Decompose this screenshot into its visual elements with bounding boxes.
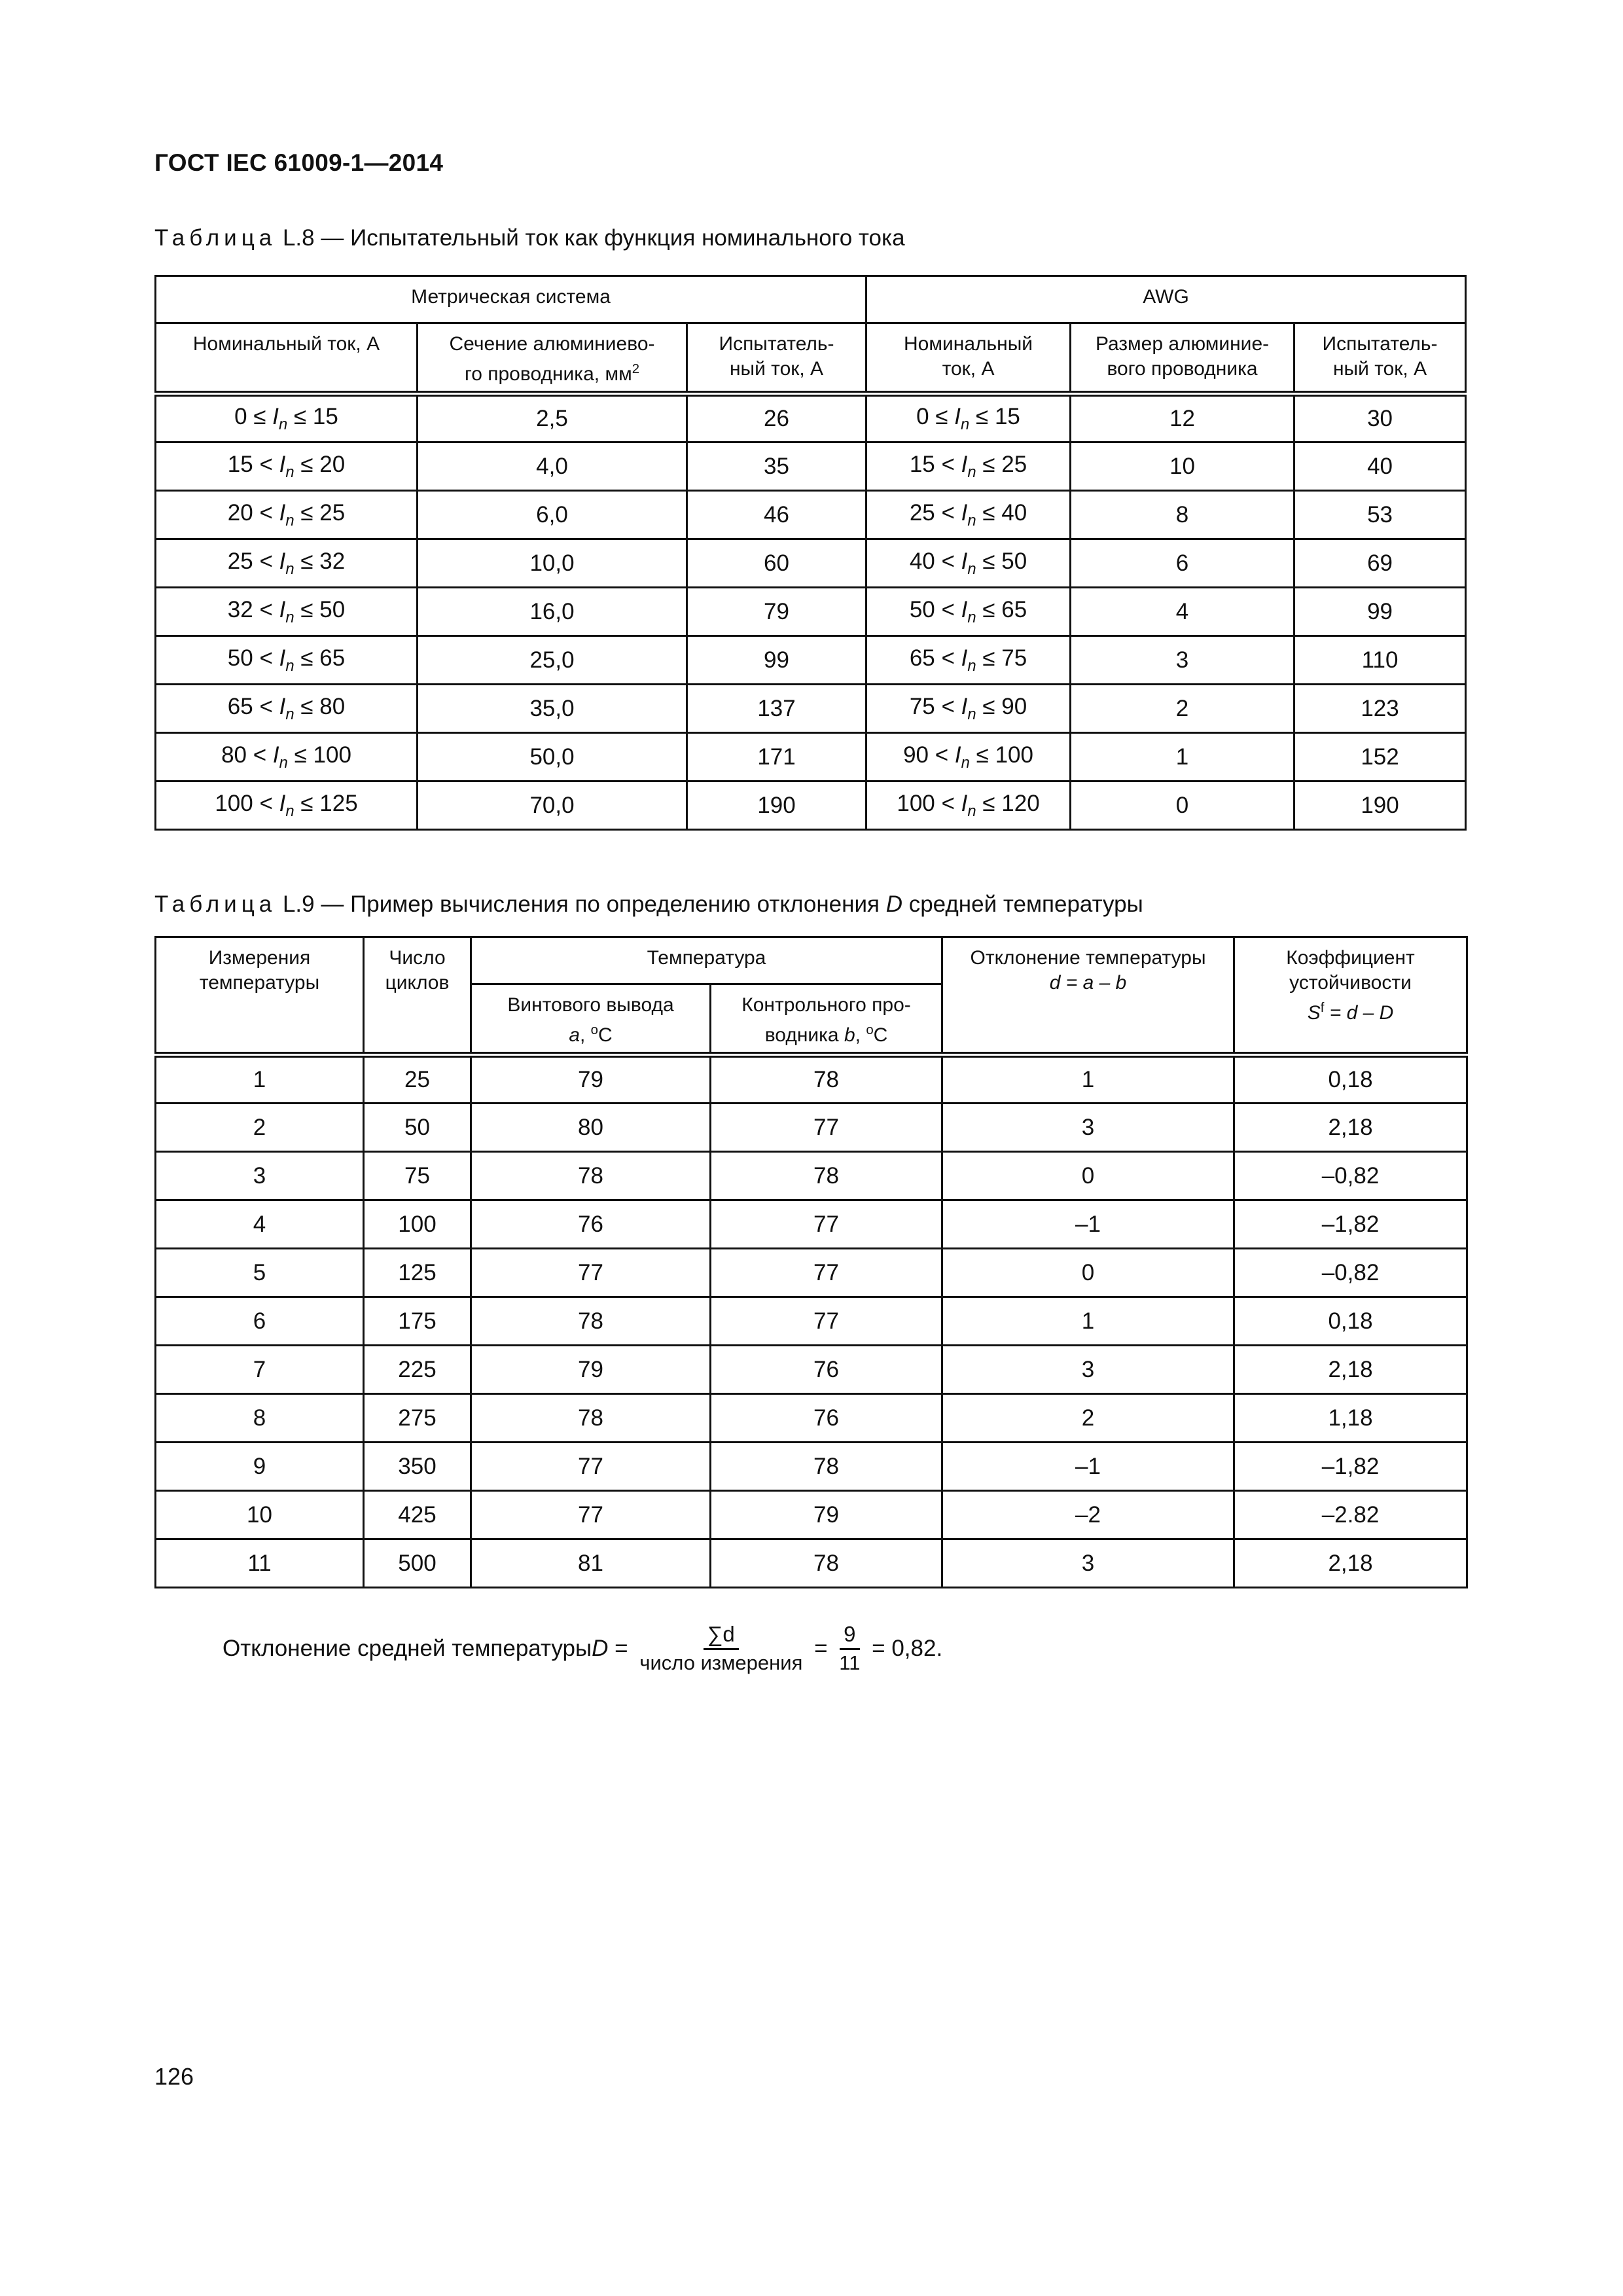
cell-test-current: 26 (687, 394, 866, 442)
cell-nominal-metric: $0 \le I_n \le 15$ (156, 394, 418, 442)
cell-section: 70,0 (418, 781, 687, 830)
fraction-value: $\frac{9}{11}$ (839, 1622, 861, 1674)
cell-nominal-awg: $90 < I_n \le 100$ (866, 733, 1071, 781)
cell-screw-temp: 80 (471, 1103, 711, 1152)
cell-section: 16,0 (418, 588, 687, 636)
cell-test-current-awg: 123 (1294, 685, 1466, 733)
cell-control-temp: 77 (711, 1103, 942, 1152)
cell-test-current-awg: 190 (1294, 781, 1466, 830)
cell-coefficient: 1,18 (1234, 1394, 1467, 1443)
cell-control-temp: 77 (711, 1200, 942, 1249)
cell-nominal-awg: $75 < I_n \le 90$ (866, 685, 1071, 733)
cell-screw-temp: 81 (471, 1539, 711, 1588)
cell-coefficient: 0,18 (1234, 1055, 1467, 1103)
mean-deviation-formula: Отклонение средней температуры D = $\frac{\sum d}{\text{число измерения}}$ = $\frac{9}{11}$ = 0,82. (223, 1622, 943, 1674)
cell-nominal-metric: $50 < I_n \le 65$ (156, 636, 418, 685)
cell-nominal-metric: $25 < I_n \le 32$ (156, 539, 418, 588)
table-row (156, 1152, 1467, 1200)
table-row (156, 733, 1466, 781)
cell-section: 6,0 (418, 491, 687, 539)
table-row (156, 1346, 1467, 1394)
cell-test-current-awg: 110 (1294, 636, 1466, 685)
group-metric: Метрическая система (156, 276, 866, 323)
cell-deviation: 0 (942, 1152, 1234, 1200)
cell-nominal-metric: $15 < I_n \le 20$ (156, 442, 418, 491)
cell-cycles: 500 (364, 1539, 471, 1588)
cell-deviation: 3 (942, 1346, 1234, 1394)
cell-nominal-awg: $25 < I_n \le 40$ (866, 491, 1071, 539)
cell-cycles: 125 (364, 1249, 471, 1297)
cell-measure: 7 (156, 1346, 364, 1394)
cell-size: 0 (1071, 781, 1294, 830)
cell-cycles: 275 (364, 1394, 471, 1443)
cell-coefficient: –2.82 (1234, 1491, 1467, 1539)
cell-size: 1 (1071, 733, 1294, 781)
table-row (156, 1539, 1467, 1588)
cell-screw-temp: 77 (471, 1491, 711, 1539)
table-row (156, 539, 1466, 588)
cell-deviation: –1 (942, 1443, 1234, 1491)
cell-nominal-awg: $0 \le I_n \le 15$ (866, 394, 1071, 442)
cell-control-temp: 78 (711, 1539, 942, 1588)
table-row (156, 1200, 1467, 1249)
table-row (156, 1491, 1467, 1539)
cell-control-temp: 76 (711, 1394, 942, 1443)
cell-measure: 9 (156, 1443, 364, 1491)
cell-size: 10 (1071, 442, 1294, 491)
page-number: 126 (154, 2063, 194, 2090)
table-row (156, 491, 1466, 539)
cell-measure: 4 (156, 1200, 364, 1249)
cell-measure: 1 (156, 1055, 364, 1103)
cell-section: 2,5 (418, 394, 687, 442)
table-row (156, 1297, 1467, 1346)
cell-size: 12 (1071, 394, 1294, 442)
cell-measure: 6 (156, 1297, 364, 1346)
table-row (156, 588, 1466, 636)
cell-coefficient: 2,18 (1234, 1103, 1467, 1152)
cell-measure: 8 (156, 1394, 364, 1443)
cell-screw-temp: 78 (471, 1297, 711, 1346)
cell-test-current: 137 (687, 685, 866, 733)
header-cycles: Число циклов (364, 937, 471, 1055)
cell-cycles: 50 (364, 1103, 471, 1152)
cell-test-current-awg: 30 (1294, 394, 1466, 442)
cell-screw-temp: 79 (471, 1055, 711, 1103)
cell-nominal-awg: $65 < I_n \le 75$ (866, 636, 1071, 685)
cell-size: 2 (1071, 685, 1294, 733)
cell-coefficient: –1,82 (1234, 1443, 1467, 1491)
cell-screw-temp: 77 (471, 1249, 711, 1297)
cell-test-current-awg: 99 (1294, 588, 1466, 636)
group-temperature: Температура (471, 937, 942, 984)
cell-nominal-awg: $50 < I_n \le 65$ (866, 588, 1071, 636)
cell-section: 35,0 (418, 685, 687, 733)
fraction-sum: $\frac{\sum d}{\text{число измерения}}$ (639, 1622, 803, 1674)
table-l8-caption-text: L.8 — Испытательный ток как функция номинального тока (282, 225, 905, 251)
table-row (156, 781, 1466, 830)
cell-control-temp: 78 (711, 1152, 942, 1200)
cell-control-temp: 79 (711, 1491, 942, 1539)
cell-deviation: 3 (942, 1539, 1234, 1588)
table-row (156, 1055, 1467, 1103)
table-l8-header-row (156, 323, 1466, 394)
cell-test-current-awg: 40 (1294, 442, 1466, 491)
cell-test-current: 60 (687, 539, 866, 588)
cell-test-current: 99 (687, 636, 866, 685)
table-row (156, 1103, 1467, 1152)
cell-test-current: 171 (687, 733, 866, 781)
table-l9-caption: Таблица L.9 — Пример вычисления по определению отклонения D средней температуры (154, 891, 1143, 917)
cell-cycles: 75 (364, 1152, 471, 1200)
table-l8-group-row (156, 276, 1466, 323)
cell-screw-temp: 76 (471, 1200, 711, 1249)
header-test-current-awg: Испытатель- ный ток, А (1294, 323, 1466, 394)
cell-nominal-metric: $80 < I_n \le 100$ (156, 733, 418, 781)
header-measure: Измерения температуры (156, 937, 364, 1055)
table-row (156, 685, 1466, 733)
cell-deviation: 0 (942, 1249, 1234, 1297)
cell-cycles: 225 (364, 1346, 471, 1394)
cell-size: 8 (1071, 491, 1294, 539)
cell-test-current-awg: 152 (1294, 733, 1466, 781)
cell-test-current: 46 (687, 491, 866, 539)
cell-control-temp: 77 (711, 1297, 942, 1346)
cell-test-current: 79 (687, 588, 866, 636)
table-row (156, 1443, 1467, 1491)
header-test-current: Испытатель- ный ток, А (687, 323, 866, 394)
cell-deviation: 2 (942, 1394, 1234, 1443)
cell-section: 50,0 (418, 733, 687, 781)
header-section: Сечение алюминиево- го проводника, $мм^2$ (418, 323, 687, 394)
group-awg: AWG (866, 276, 1466, 323)
table-row (156, 1249, 1467, 1297)
cell-coefficient: 2,18 (1234, 1539, 1467, 1588)
table-label: Таблица (154, 225, 277, 251)
table-l8 (154, 275, 1467, 831)
cell-coefficient: –0,82 (1234, 1249, 1467, 1297)
cell-control-temp: 76 (711, 1346, 942, 1394)
cell-nominal-awg: $15 < I_n \le 25$ (866, 442, 1071, 491)
cell-measure: 10 (156, 1491, 364, 1539)
cell-screw-temp: 78 (471, 1394, 711, 1443)
cell-cycles: 425 (364, 1491, 471, 1539)
cell-section: 25,0 (418, 636, 687, 685)
cell-nominal-metric: $20 < I_n \le 25$ (156, 491, 418, 539)
cell-section: 4,0 (418, 442, 687, 491)
header-nominal-metric: Номинальный ток, А (156, 323, 418, 394)
cell-size: 6 (1071, 539, 1294, 588)
cell-nominal-metric: $100 < I_n \le 125$ (156, 781, 418, 830)
table-l8-caption (154, 225, 905, 251)
cell-deviation: 3 (942, 1103, 1234, 1152)
cell-measure: 3 (156, 1152, 364, 1200)
cell-nominal-metric: $32 < I_n \le 50$ (156, 588, 418, 636)
table-row (156, 394, 1466, 442)
cell-measure: 2 (156, 1103, 364, 1152)
cell-nominal-awg: $100 < I_n \le 120$ (866, 781, 1071, 830)
table-l9-header-row-1 (156, 937, 1467, 984)
cell-deviation: 1 (942, 1055, 1234, 1103)
cell-test-current-awg: 53 (1294, 491, 1466, 539)
cell-coefficient: –0,82 (1234, 1152, 1467, 1200)
cell-test-current: 190 (687, 781, 866, 830)
cell-cycles: 175 (364, 1297, 471, 1346)
cell-size: 4 (1071, 588, 1294, 636)
cell-control-temp: 77 (711, 1249, 942, 1297)
cell-nominal-metric: $65 < I_n \le 80$ (156, 685, 418, 733)
cell-nominal-awg: $40 < I_n \le 50$ (866, 539, 1071, 588)
cell-deviation: 1 (942, 1297, 1234, 1346)
cell-coefficient: –1,82 (1234, 1200, 1467, 1249)
header-coefficient: Коэффициент устойчивости $S^f = d - D$ (1234, 937, 1467, 1055)
cell-measure: 5 (156, 1249, 364, 1297)
cell-screw-temp: 79 (471, 1346, 711, 1394)
table-row (156, 442, 1466, 491)
header-nominal-awg: Номинальный ток, А (866, 323, 1071, 394)
table-label: Таблица (154, 891, 277, 917)
header-size: Размер алюминие- вого проводника (1071, 323, 1294, 394)
cell-control-temp: 78 (711, 1443, 942, 1491)
cell-section: 10,0 (418, 539, 687, 588)
cell-deviation: –2 (942, 1491, 1234, 1539)
cell-deviation: –1 (942, 1200, 1234, 1249)
cell-test-current-awg: 69 (1294, 539, 1466, 588)
cell-screw-temp: 78 (471, 1152, 711, 1200)
cell-cycles: 25 (364, 1055, 471, 1103)
header-deviation: Отклонение температуры d = a – b (942, 937, 1234, 1055)
cell-size: 3 (1071, 636, 1294, 685)
document-header: ГОСТ IEC 61009-1—2014 (154, 149, 444, 176)
table-row (156, 636, 1466, 685)
cell-test-current: 35 (687, 442, 866, 491)
cell-measure: 11 (156, 1539, 364, 1588)
header-control-conductor: Контрольного про- водника b, $^o$C (711, 984, 942, 1055)
cell-cycles: 350 (364, 1443, 471, 1491)
cell-control-temp: 78 (711, 1055, 942, 1103)
cell-cycles: 100 (364, 1200, 471, 1249)
table-row (156, 1394, 1467, 1443)
cell-coefficient: 0,18 (1234, 1297, 1467, 1346)
header-screw-terminal: Винтового вывода a, $^o$C (471, 984, 711, 1055)
cell-screw-temp: 77 (471, 1443, 711, 1491)
table-l9 (154, 936, 1468, 1588)
cell-coefficient: 2,18 (1234, 1346, 1467, 1394)
